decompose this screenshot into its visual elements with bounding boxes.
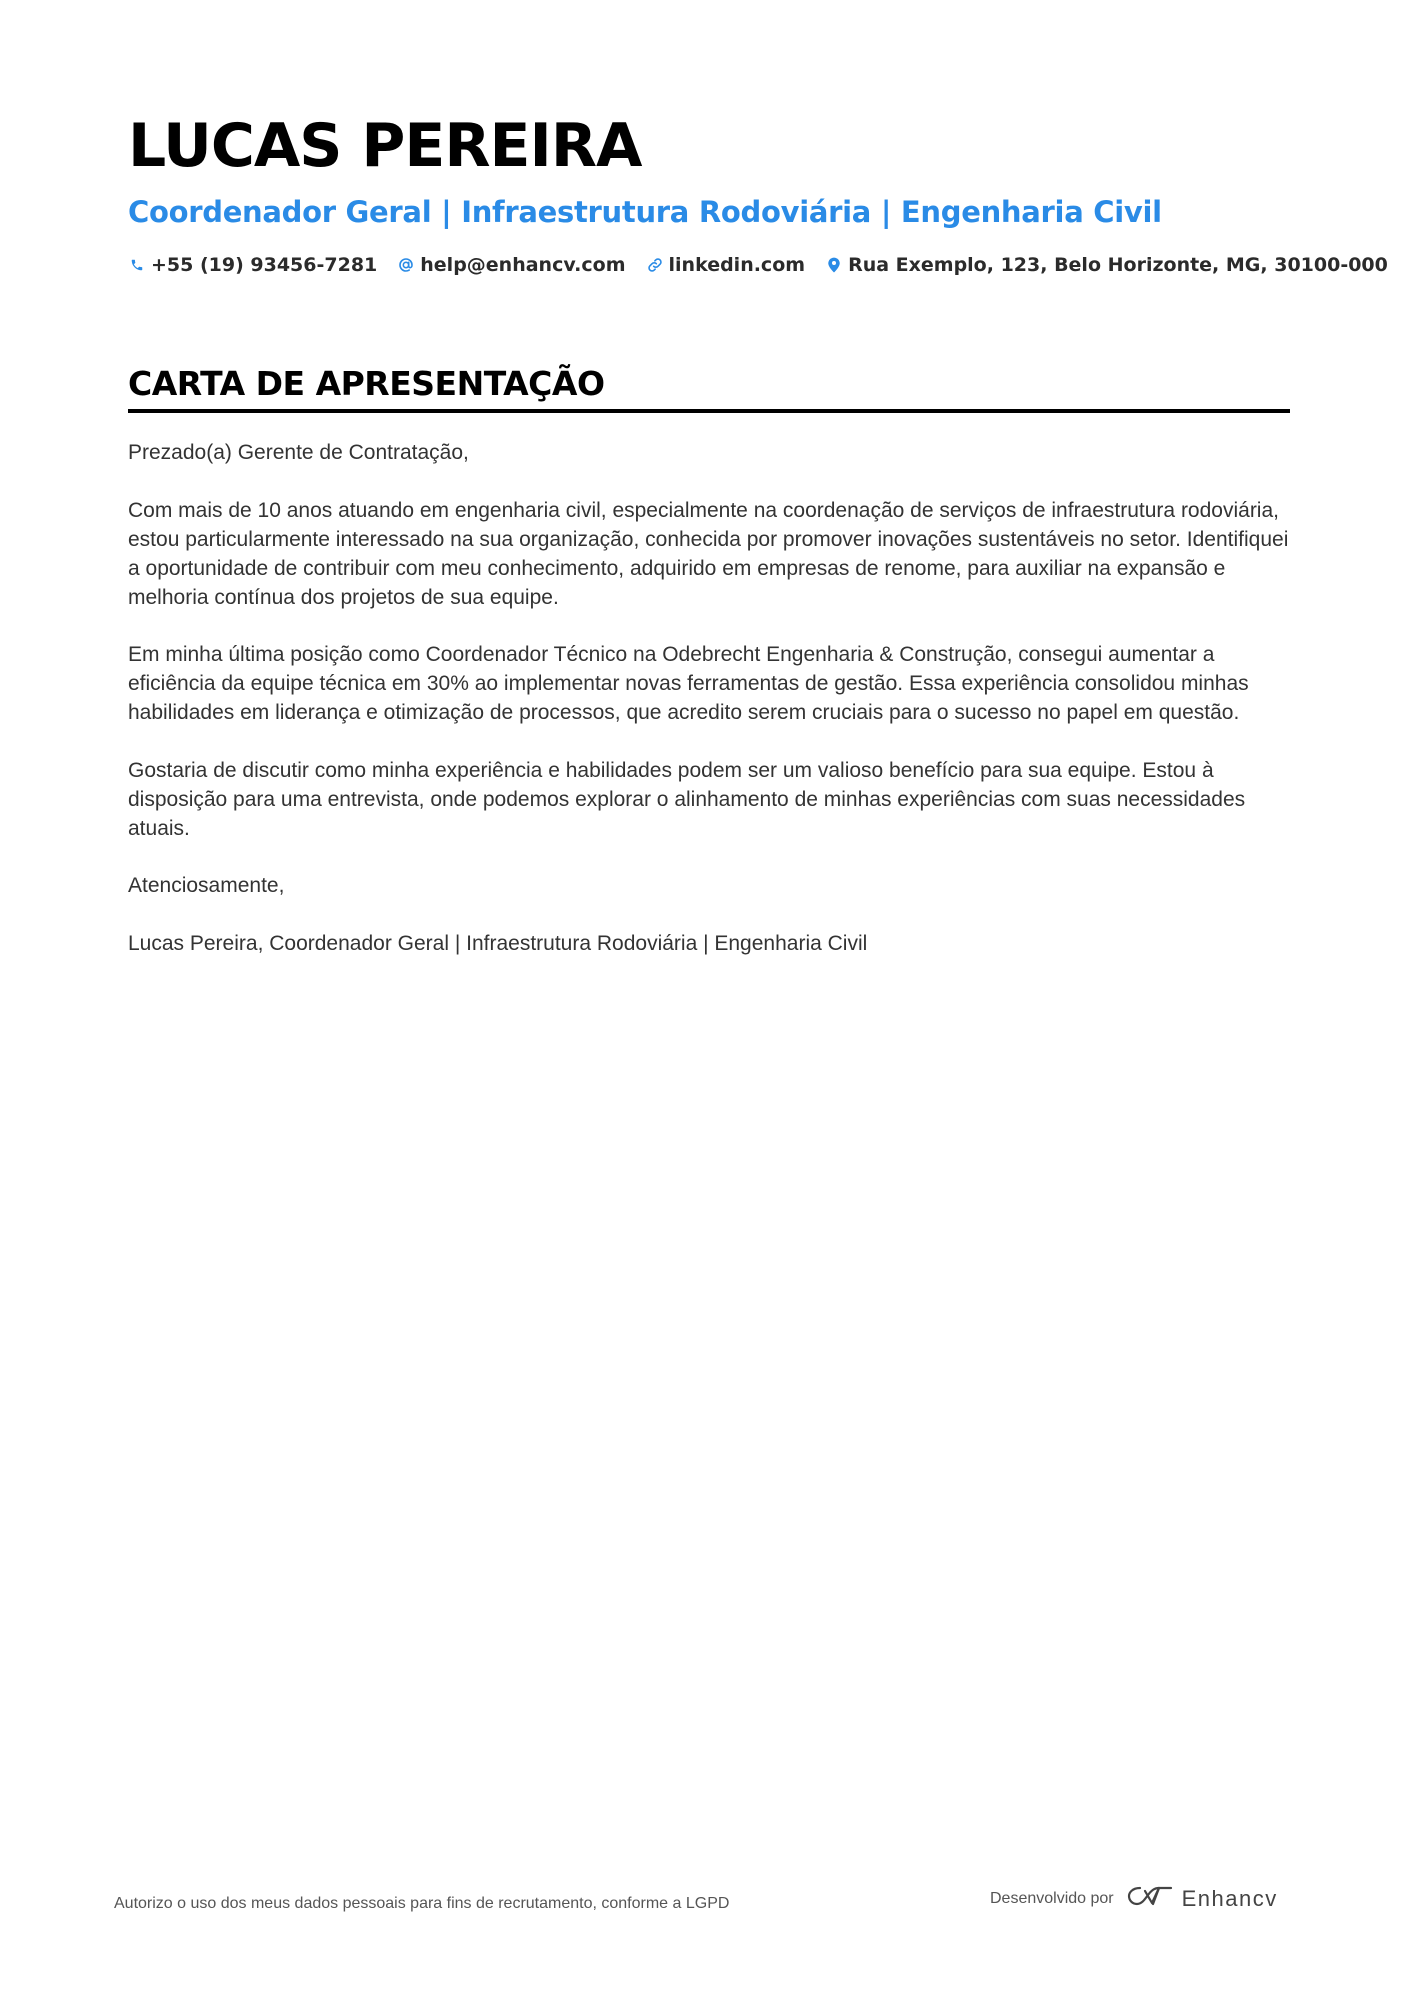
footer-branding bbox=[990, 1884, 1278, 1913]
consent-note: Autorizo o uso dos meus dados pessoais para fins de recrutamento, conforme a LGPD bbox=[114, 1895, 730, 1912]
brand-name[interactable]: Enhancv bbox=[1181, 1885, 1278, 1911]
section-divider bbox=[128, 409, 1290, 413]
phone-text: +55 (19) 93456-7281 bbox=[151, 254, 378, 276]
letter-closing: Atenciosamente, bbox=[128, 874, 285, 897]
letter-paragraph-1: Com mais de 10 anos atuando em engenharia civil, especialmente na coordenação de serviços de infraestrutura rodoviária, estou particularmente interessado na sua organização, conhecida por promover inovações sustentáveis no setor. Identifiquei a oportunidade de contribuir com meu conhecimento, adquirido em empresas de renome, para auxiliar na expansão e melhoria contínua dos projetos de sua equipe. bbox=[128, 498, 1289, 609]
letter-body bbox=[128, 438, 1290, 986]
section-title: CARTA DE APRESENTAÇÃO bbox=[128, 364, 605, 403]
letter-paragraph-3: Gostaria de discutir como minha experiência e habilidades podem ser um valioso benefício para sua equipe. Estou à disposição para uma entrevista, onde podemos explorar o alinhamento de minhas experiências com suas necessidades atuais. bbox=[128, 758, 1246, 840]
contact-address bbox=[825, 254, 1388, 276]
location-pin-icon bbox=[825, 256, 843, 274]
letter-greeting: Prezado(a) Gerente de Contratação, bbox=[128, 441, 469, 464]
candidate-name: LUCAS PEREIRA bbox=[128, 111, 642, 181]
at-icon bbox=[397, 256, 415, 274]
contact-email bbox=[397, 254, 625, 276]
phone-icon bbox=[128, 256, 146, 274]
contact-bar bbox=[128, 254, 1388, 276]
contact-linkedin bbox=[646, 254, 806, 276]
letter-signature: Lucas Pereira, Coordenador Geral | Infraestrutura Rodoviária | Engenharia Civil bbox=[128, 931, 868, 955]
header bbox=[128, 108, 1388, 276]
letter-paragraph-2: Em minha última posição como Coordenador Técnico na Odebrecht Engenharia & Construção, consegui aumentar a eficiência da equipe técnica em 30% ao implementar novas ferramentas de gestão. Essa experiência consolidou minhas habilidades em liderança e otimização de processos, que acredito serem cruciais para o sucesso no papel em questão. bbox=[128, 643, 1249, 724]
candidate-title: Coordenador Geral | Infraestrutura Rodoviária | Engenharia Civil bbox=[128, 195, 1162, 229]
enhancv-logo-icon bbox=[1126, 1884, 1174, 1913]
contact-phone bbox=[128, 254, 377, 276]
email-text: help@enhancv.com bbox=[420, 254, 626, 276]
link-icon bbox=[646, 256, 664, 274]
linkedin-text: linkedin.com bbox=[668, 254, 806, 276]
address-text: Rua Exemplo, 123, Belo Horizonte, MG, 30100-000 bbox=[848, 254, 1388, 276]
developed-by-label: Desenvolvido por bbox=[990, 1889, 1114, 1907]
